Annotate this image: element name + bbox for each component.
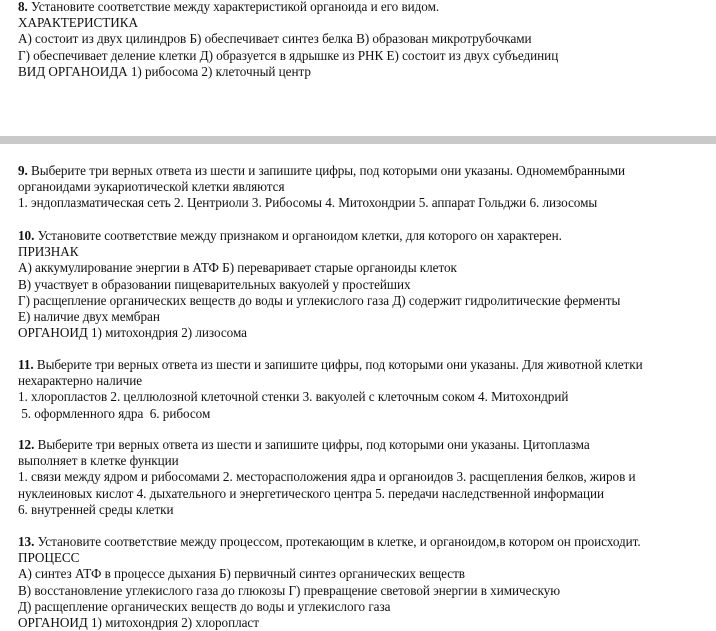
question-13	[18, 534, 708, 631]
question-10-line: Е) наличие двух мембран	[18, 309, 160, 325]
question-10-line: ПРИЗНАК	[18, 244, 79, 260]
question-13-line: ОРГАНОИД 1) митохондрия 2) хлоропласт	[18, 615, 259, 631]
question-12-text: Выберите три верных ответа из шести и запишите цифры, под которыми они указаны. Цитоплазма	[34, 437, 590, 452]
question-12-line: нуклеиновых кислот 4. дыхательного и энергетического центра 5. передачи наследственной информации	[18, 485, 604, 501]
question-13-text: Установите соответствие между процессом, протекающим в клетке, и органоидом,в котором он происходит.	[34, 534, 641, 549]
question-11-line: 5. оформленного ядра 6. рибосом	[18, 405, 211, 421]
question-10-line: Г) расщепление органических веществ до воды и углекислого газа Д) содержит гидролитические ферменты	[18, 292, 621, 308]
question-9	[18, 163, 708, 212]
question-8-line: А) состоит из двух цилиндров Б) обеспечивает синтез белка В) образован микротрубочками	[18, 31, 532, 47]
question-10-line: А) аккумулирование энергии в АТФ Б) переваривает старые органоиды клеток	[18, 260, 457, 276]
question-12	[18, 437, 708, 518]
question-10-line: ОРГАНОИД 1) митохондрия 2) лизосома	[18, 325, 247, 341]
question-10-number: 10.	[18, 228, 35, 243]
question-11-number: 11.	[18, 357, 34, 372]
question-11	[18, 357, 708, 422]
question-10-title	[18, 228, 708, 244]
question-13-line: Д) расщепление органических веществ до воды и углекислого газа	[18, 598, 391, 614]
question-11-line: нехарактерно наличие	[18, 373, 143, 389]
question-13-line: В) восстановление углекислого газа до глюкозы Г) превращение световой энергии в химическую	[18, 582, 561, 598]
question-13-line: ПРОЦЕСС	[18, 550, 80, 566]
question-11-line: 1. хлоропластов 2. целлюлозной клеточной стенки 3. вакуолей с клеточным соком 4. Митохондрий	[18, 389, 569, 405]
question-13-title	[18, 534, 708, 550]
question-10	[18, 228, 708, 341]
question-13-line: А) синтез АТФ в процессе дыхания Б) первичный синтез органических веществ	[18, 566, 465, 582]
question-8-line: ВИД ОРГАНОИДА 1) рибосома 2) клеточный центр	[18, 63, 311, 79]
question-12-line: выполняет в клетке функции	[18, 453, 179, 469]
question-12-line: 6. внутренней среды клетки	[18, 501, 174, 517]
question-8-line: ХАРАКТЕРИСТИКА	[18, 15, 138, 31]
section-divider	[0, 136, 716, 144]
question-8-line: Г) обеспечивает деление клетки Д) образуется в ядрышке из РНК Е) состоит из двух субъединиц	[18, 47, 559, 63]
question-8-number: 8.	[18, 0, 28, 14]
question-9-line: органоидами эукариотической клетки являются	[18, 179, 285, 195]
question-12-title	[18, 437, 708, 453]
question-9-number: 9.	[18, 163, 28, 178]
question-13-number: 13.	[18, 534, 35, 549]
question-8-text: Установите соответствие между характеристикой органоида и его видом.	[27, 0, 440, 14]
question-10-line: В) участвует в образовании пищеварительных вакуолей у простейших	[18, 276, 411, 292]
question-11-text: Выберите три верных ответа из шести и запишите цифры, под которыми они указаны. Для животной клетки	[33, 357, 643, 372]
question-11-title	[18, 357, 708, 373]
question-12-number: 12.	[18, 437, 35, 452]
question-9-line: 1. эндоплазматическая сеть 2. Центриоли 3. Рибосомы 4. Митохондрии 5. аппарат Гольджи 6. лизосомы	[18, 195, 598, 211]
question-8	[18, 0, 708, 80]
question-12-line: 1. связи между ядром и рибосомами 2. месторасположения ядра и органоидов 3. расщепления белков, жиров и	[18, 469, 636, 485]
question-10-text: Установите соответствие между признаком и органоидом клетки, для которого он характерен.	[34, 228, 562, 243]
question-9-text: Выберите три верных ответа из шести и запишите цифры, под которыми они указаны. Одномембранными	[27, 163, 626, 178]
question-9-title	[18, 163, 708, 179]
question-8-title	[18, 0, 708, 15]
